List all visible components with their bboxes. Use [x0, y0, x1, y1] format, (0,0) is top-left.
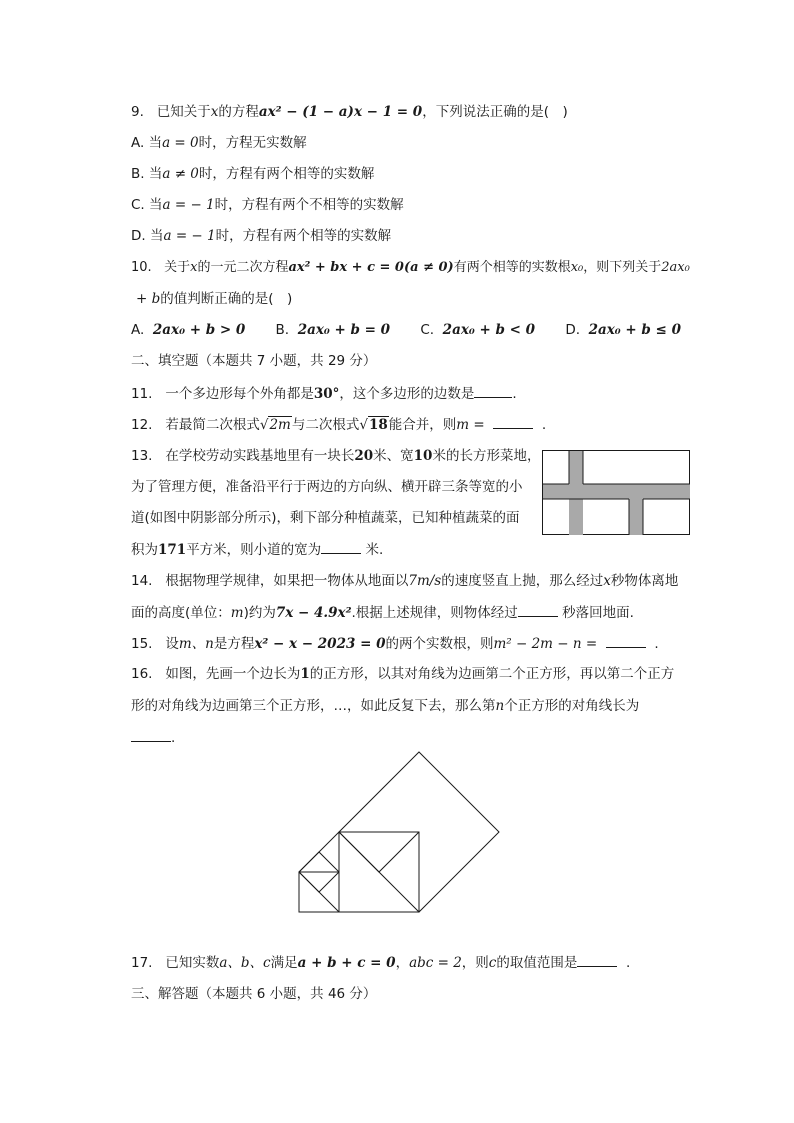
q9-stem: 9. 已知关于x的方程ax² − (1 − a)x − 1 = 0，下列说法正确的是( ) — [131, 104, 568, 120]
q11-answer-blank — [474, 383, 512, 398]
q9-option-b: B. 当a ≠ 0时，方程有两个相等的实数解 — [131, 166, 375, 182]
q16-squares-figure — [296, 750, 500, 916]
q12: 12. 若最简二次根式√2m与二次根式√18能合并，则m = . — [131, 414, 546, 435]
q9-option-a: A. 当a = 0时，方程无实数解 — [131, 135, 307, 151]
q10-option-b: B. 2ax₀ + b = 0 — [275, 322, 391, 338]
q13-answer-blank — [321, 539, 361, 554]
q10-equation: ax² + bx + c = 0(a ≠ 0) — [288, 260, 454, 275]
q13-line3: 道(如图中阴影部分所示)，剩下部分种植蔬菜，已知种植蔬菜的面 — [131, 510, 520, 526]
q14-line1: 14. 根据物理学规律，如果把一物体从地面以7m/s的速度竖直上抛，那么经过x秒物体离地 — [131, 573, 679, 589]
q13-line1: 13. 在学校劳动实践基地里有一块长20米、宽10米的长方形菜地， — [131, 448, 541, 464]
q9-equation: ax² − (1 − a)x − 1 = 0 — [258, 104, 423, 120]
q10-stem-line2: + b的值判断正确的是( ) — [136, 291, 293, 307]
section-3-heading: 三、解答题（本题共 6 小题，共 46 分） — [131, 986, 377, 1002]
q13-field-figure — [542, 450, 691, 536]
q11: 11. 一个多边形每个外角都是30°，这个多边形的边数是 . — [131, 383, 517, 404]
q16-line2: 形的对角线为边画第三个正方形，…，如此反复下去，那么第n个正方形的对角线长为 — [131, 698, 640, 714]
q13-line4: 积为171平方米，则小道的宽为 米. — [131, 539, 383, 560]
q16-line3: . — [131, 727, 175, 748]
q16-answer-blank — [131, 727, 171, 742]
q17: 17. 已知实数a、b、c满足a + b + c = 0，abc = 2，则c的取值范围是 . — [131, 952, 630, 973]
q10-option-d: D. 2ax₀ + b ≤ 0 — [565, 322, 681, 338]
q9-option-d: D. 当a = − 1时，方程有两个相等的实数解 — [131, 228, 392, 244]
q9-number: 9. — [131, 104, 144, 120]
q12-radical-2: 18 — [368, 417, 388, 433]
q10-stem: 10. 关于x的一元二次方程ax² + bx + c = 0(a ≠ 0)有两个相等的实数根x₀，则下列关于2ax₀ — [131, 260, 690, 275]
q14-line2: 面的高度(单位：m)约为7x − 4.9x².根据上述规律，则物体经过 秒落回地面. — [131, 602, 634, 623]
q10-option-a: A. 2ax₀ + b > 0 — [131, 322, 246, 338]
q10-number: 10. — [131, 260, 152, 275]
q17-answer-blank — [577, 952, 617, 967]
q13-line2: 为了管理方便，准备沿平行于两边的方向纵、横开辟三条等宽的小 — [131, 479, 523, 495]
q15: 15. 设m、n是方程x² − x − 2023 = 0的两个实数根，则m² − 2m − n = . — [131, 633, 659, 654]
q12-answer-blank — [493, 414, 533, 429]
q14-answer-blank — [518, 602, 558, 617]
q16-line1: 16. 如图，先画一个边长为1的正方形，以其对角线为边画第二个正方形，再以第二个正方 — [131, 666, 675, 682]
q15-answer-blank — [606, 633, 646, 648]
q10-option-c: C. 2ax₀ + b < 0 — [420, 322, 536, 338]
q12-radical-1: 2m — [269, 417, 291, 433]
vertical-path-right — [629, 499, 643, 535]
section-2-heading: 二、填空题（本题共 7 小题，共 29 分） — [131, 353, 377, 369]
square-3-inner-v — [339, 832, 419, 872]
horizontal-path — [543, 484, 690, 499]
q9-option-c: C. 当a = − 1时，方程有两个不相等的实数解 — [131, 197, 404, 213]
q10-options — [131, 320, 707, 340]
